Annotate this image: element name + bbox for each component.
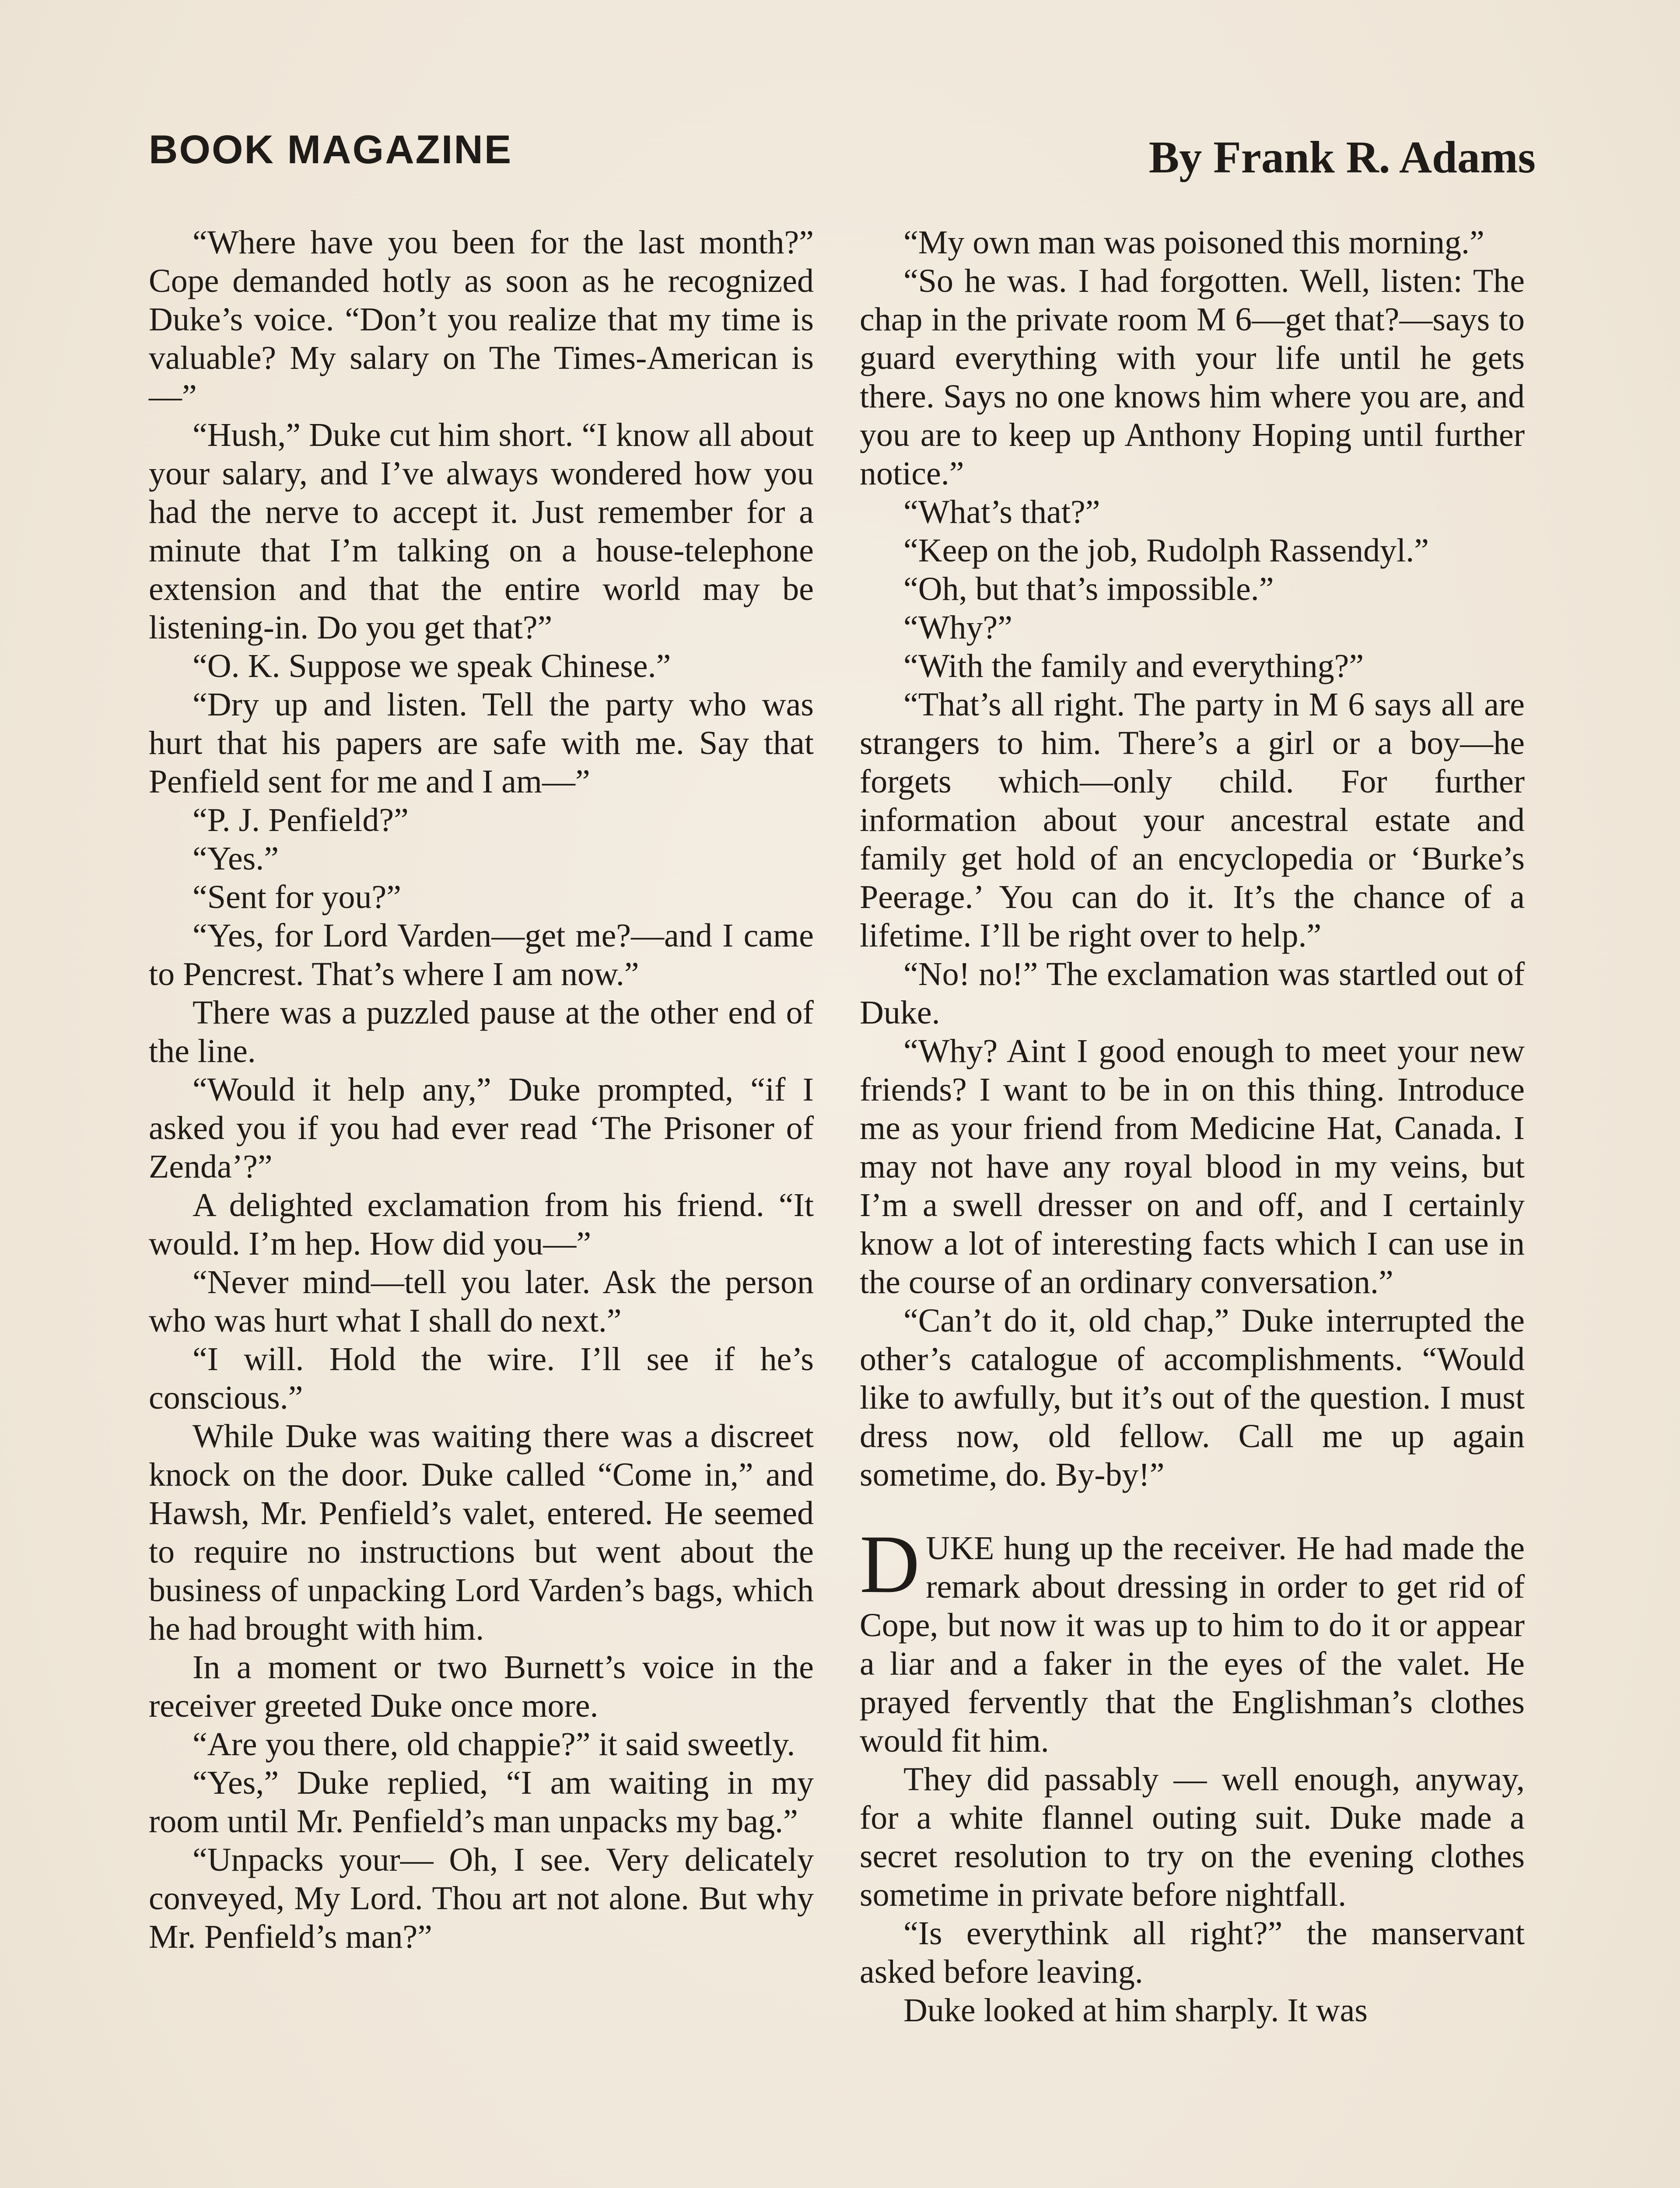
drop-cap-text: UKE hung up the receiver. He had made the remark about dressing in order to get rid of Cope, but now it was up to him to do it or appear a liar and a faker in the eyes of the valet. He prayed fervently that the Englishman’s clothes would fit him. xyxy=(860,1530,1525,1759)
paragraph: “Why?” xyxy=(903,609,1012,646)
paragraph: “Keep on the job, Rudolph Rassendyl.” xyxy=(903,532,1429,569)
paragraph: “Why? Aint I good enough to meet your new friends? I want to be in on this thing. Introduce me as your friend from Medicine Hat, Canada. I may not have any royal blood in my veins, but I’m a swell dresser on and off, and I certainly know a lot of interesting facts which I can use in the course of an ordinary conversation.” xyxy=(860,1033,1525,1301)
paragraph: “Never mind—tell you later. Ask the person who was hurt what I shall do next.” xyxy=(149,1264,814,1339)
author-byline: By Frank R. Adams xyxy=(1148,132,1536,182)
paragraph: “That’s all right. The party in M 6 says all are strangers to him. There’s a girl or a boy—he forgets which—only child. For further information about your ancestral estate and family get hold of an encyclopedia or ‘Burke’s Peerage.’ You can do it. It’s the chance of a lifetime. I’ll be right over to help.” xyxy=(860,686,1525,954)
paragraph: “Dry up and listen. Tell the party who was hurt that his papers are safe with me. Say that Penfield sent for me and I am—” xyxy=(149,686,814,800)
paragraph: “Sent for you?” xyxy=(192,879,401,915)
paragraph: “Would it help any,” Duke prompted, “if I asked you if you had ever read ‘The Prisoner of Zenda’?” xyxy=(149,1071,814,1185)
paragraph: “Yes, for Lord Varden—get me?—and I came to Pencrest. That’s where I am now.” xyxy=(149,917,814,992)
paragraph: “O. K. Suppose we speak Chinese.” xyxy=(192,648,671,684)
paragraph: “Yes.” xyxy=(192,840,279,877)
paragraph: While Duke was waiting there was a discreet knock on the door. Duke called “Come in,” and Hawsh, Mr. Penfield’s valet, entered. He seemed to require no instructions but went about the business of unpacking Lord Varden’s bags, which he had brought with him. xyxy=(149,1418,814,1647)
magazine-title: BOOK MAGAZINE xyxy=(149,127,513,172)
paragraph: “Yes,” Duke replied, “I am waiting in my room until Mr. Penfield’s man unpacks my bag.” xyxy=(149,1764,814,1840)
paragraph: “So he was. I had forgotten. Well, listen: The chap in the private room M 6—get that?—says to guard everything with your life until he gets there. Says no one knows him where you are, and you are to keep up Anthony Hoping until further notice.” xyxy=(860,263,1525,492)
paragraph: “Where have you been for the last month?” Cope demanded hotly as soon as he recognized Duke’s voice. “Don’t you realize that my time is valuable? My salary on The Times-American is—” xyxy=(149,224,814,415)
paragraph: “Oh, but that’s impossible.” xyxy=(903,571,1274,607)
paragraph: “Are you there, old chappie?” it said sweetly. xyxy=(192,1726,795,1763)
paragraph: “Unpacks your— Oh, I see. Very delicately conveyed, My Lord. Thou art not alone. But why Mr. Penfield’s man?” xyxy=(149,1841,814,1955)
paragraph: In a moment or two Burnett’s voice in the receiver greeted Duke once more. xyxy=(149,1649,814,1724)
left-column xyxy=(149,223,814,1956)
drop-cap: D xyxy=(860,1518,920,1610)
paragraph: “P. J. Penfield?” xyxy=(192,802,409,838)
paragraph: “Hush,” Duke cut him short. “I know all about your salary, and I’ve always wondered how you had the nerve to accept it. Just remember for a minute that I’m talking on a house-telephone extension and that the entire world may be listening-in. Do you get that?” xyxy=(149,417,814,646)
paragraph: “My own man was poisoned this morning.” xyxy=(903,224,1484,261)
paragraph: They did passably — well enough, anyway, for a white flannel outing suit. Duke made a secret resolution to try on the evening clothes sometime in private before nightfall. xyxy=(860,1761,1525,1913)
paragraph: Duke looked at him sharply. It was xyxy=(903,1992,1368,2029)
paragraph: A delighted exclamation from his friend. “It would. I’m hep. How did you—” xyxy=(149,1187,814,1262)
paragraph: “Is everythink all right?” the manservant asked before leaving. xyxy=(860,1915,1525,1990)
paragraph: There was a puzzled pause at the other end of the line. xyxy=(149,994,814,1069)
right-column xyxy=(860,223,1525,2030)
paragraph: “With the family and everything?” xyxy=(903,648,1364,684)
paragraph: “No! no!” The exclamation was startled out of Duke. xyxy=(860,956,1525,1031)
paragraph: “I will. Hold the wire. I’ll see if he’s conscious.” xyxy=(149,1341,814,1416)
paragraph: “What’s that?” xyxy=(903,494,1100,530)
paragraph: “Can’t do it, old chap,” Duke interrupted the other’s catalogue of accomplishments. “Would like to awfully, but it’s out of the question. I must dress now, old fellow. Call me up again sometime, do. By-by!” xyxy=(860,1302,1525,1493)
section-opening-paragraph xyxy=(860,1518,1525,1760)
